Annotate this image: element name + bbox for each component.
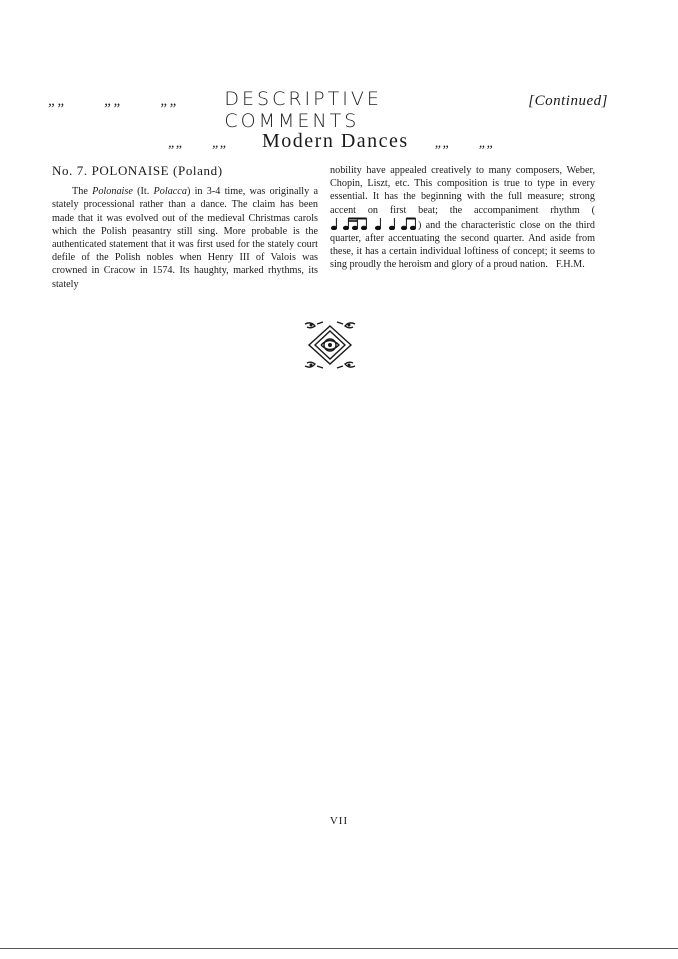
term-polonaise: Polonaise [92,186,133,198]
term-polacca: Polacca [153,186,187,198]
right-column [330,164,595,272]
left-text-body: ) in 3-4 time, was originally a stately processional rather than a dance. The claim has been made that it was evolved out of the medieval Christmas carols which the Polish peasantry still sing. More probable is the authenticated statement that it was first used for the stately court defile of the Polish nobles when Henry III of Valois was crowned in Cracow in 1574. Its haughty, marked rhythms, its stately [52,186,319,290]
right-text-2: ) and the characteristic close on the third quarter, after accentuating the second quarter. And aside from these, it has a certain individual loftiness of concept; it seems to sing proudly the heroism and glory of a proud nation. [330,219,595,271]
header-title: DESCRIPTIVE COMMENTS [224,88,382,132]
left-text-pre: The [72,186,93,198]
bottom-divider [0,948,678,949]
subheading [168,130,528,153]
right-text-1: nobility have appealed creatively to many composers, Weber, Chopin, Liszt, etc. This composition is true to type in every essential. It has the beginning with the full measure; strong accent on first beat; the accompaniment rhythm ( [330,165,595,216]
subheading-title: Modern Dances [262,130,409,152]
left-column [52,164,318,291]
page-number: VII [329,815,349,827]
header-continued: [Continued] [528,93,608,109]
right-paragraph [330,164,595,272]
subheading-ornament-1: „„ [168,136,184,151]
left-paragraph [52,185,318,291]
subheading-ornament-3: „„ [434,136,451,151]
section-title: No. 7. POLONAISE (Poland) [52,163,223,178]
rhythm-notation-icon [330,217,418,230]
header-ornament-3: „„ [160,93,180,109]
page-header [48,88,608,132]
left-text-mid: (It. [132,186,154,198]
ornament-emblem-icon [299,320,361,370]
author-signature: F.H.M. [555,259,585,271]
header-ornament-2: „„ [104,93,123,109]
subheading-ornament-2: „„ [212,136,228,151]
header-ornament-1: „„ [48,93,67,109]
subheading-ornament-4: „„ [478,136,495,151]
